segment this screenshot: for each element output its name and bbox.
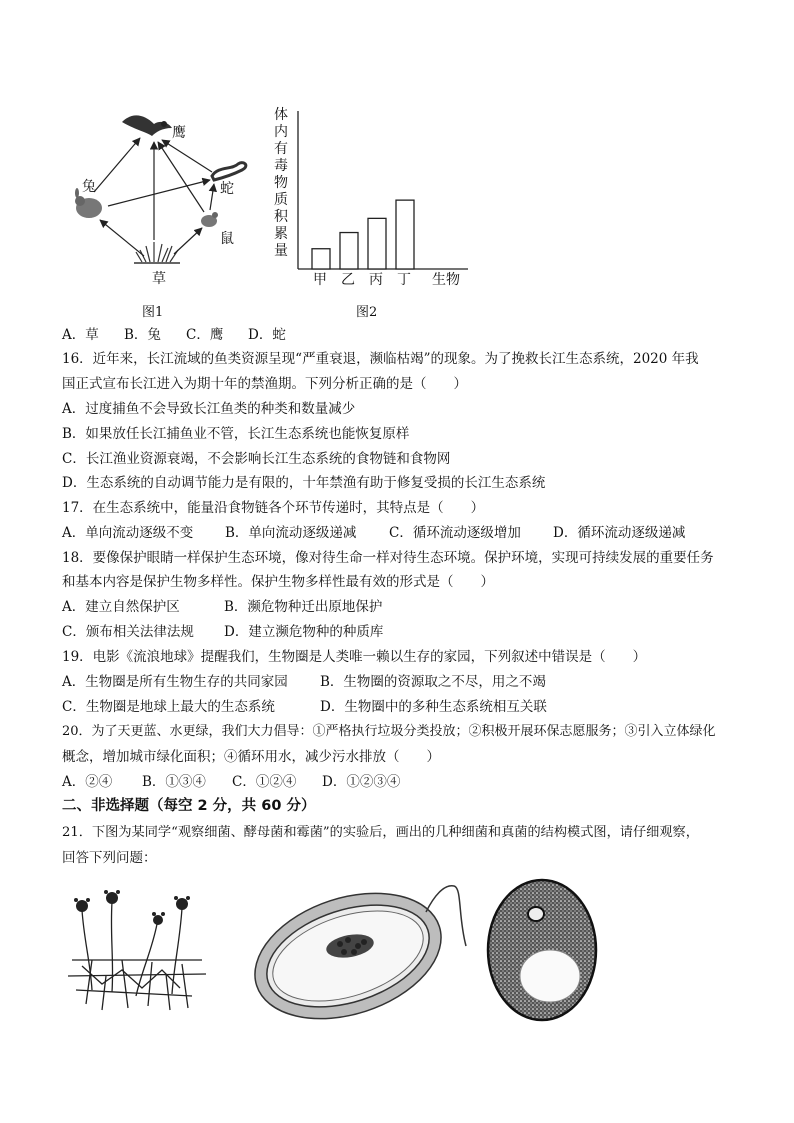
mouse-icon (201, 212, 218, 227)
q18-option-c[interactable]: C．颁布相关法律法规 (62, 624, 194, 640)
x-tick-label: 甲 (313, 272, 327, 288)
q20-stem-line2: 概念，增加城市绿化面积；④循环用水，减少污水排放（ ） (62, 749, 440, 765)
q18-options-row2 (62, 623, 383, 641)
q21-figures (62, 872, 602, 1032)
q19-options-row2 (62, 698, 547, 716)
q18-option-a[interactable]: A．建立自然保护区 (62, 599, 180, 615)
bar-丁 (396, 200, 414, 269)
q16-option-c[interactable]: C．长江渔业资源衰竭，不会影响长江生态系统的食物链和食物网 (62, 451, 451, 467)
q21-stem-line1: 21．下图为某同学“观察细菌、酵母菌和霉菌”的实验后，画出的几种细菌和真菌的结构模式图，请仔细观察， (62, 825, 699, 840)
node-grass: 草 (152, 271, 166, 287)
q18-stem-line2: 和基本内容是保护生物多样性。保护生物多样性最有效的形式是（ ） (62, 574, 494, 590)
q16-stem-line2: 国正式宣布长江进入为期十年的禁渔期。下列分析正确的是（ ） (62, 376, 467, 392)
bar-丙 (368, 218, 386, 269)
q16-option-a[interactable]: A．过度捕鱼不会导致长江鱼类的种类和数量减少 (62, 401, 356, 417)
q18-stem-line1: 18．要像保护眼睛一样保护生态环境，像对待生命一样对待生态环境。保护环境，实现可持续发展的重要任务 (62, 550, 714, 566)
q16-stem-line1: 16．近年来，长江流域的鱼类资源呈现“严重衰退，濒临枯竭”的现象。为了挽救长江生态系统，2020 年我 (62, 351, 699, 367)
vacuole (520, 950, 580, 1002)
q17-option-a[interactable]: A．单向流动逐级不变 (62, 525, 194, 541)
node-snake: 蛇 (220, 181, 234, 197)
q15-option-c[interactable]: C．鹰 (186, 327, 224, 343)
q20-stem-line1: 20．为了天更蓝、水更绿，我们大力倡导：①严格执行垃圾分类投放；②积极开展环保志愿服务；③引入立体绿化 (62, 724, 716, 739)
x-tick-label: 乙 (341, 272, 355, 288)
eagle-icon (122, 115, 172, 136)
arrow-grass-mouse (174, 228, 202, 254)
grass-icon (134, 242, 180, 263)
q15-option-b[interactable]: B．兔 (124, 327, 161, 343)
node-rabbit: 兔 (82, 179, 96, 195)
q19-stem: 19．电影《流浪地球》提醒我们，生物圈是人类唯一赖以生存的家园，下列叙述中错误是（ ） (62, 649, 647, 665)
q20-option-c[interactable]: C．①②④ (232, 774, 297, 790)
q21-stem-line2: 回答下列问题： (62, 850, 157, 866)
q19-option-b[interactable]: B．生物圈的资源取之不尽，用之不竭 (320, 674, 546, 690)
q19-option-d[interactable]: D．生物圈中的多种生态系统相互关联 (320, 699, 547, 715)
node-eagle: 鹰 (172, 125, 186, 141)
q18-option-b[interactable]: B．濒危物种迁出原地保护 (224, 599, 383, 615)
q20-option-b[interactable]: B．①③④ (142, 774, 206, 790)
arrow-snake-eagle (162, 140, 212, 172)
y-axis-label: 体内有毒物质积累量 (274, 107, 288, 259)
q19-option-c[interactable]: C．生物圈是地球上最大的生态系统 (62, 699, 275, 715)
toxin-bar-chart (272, 105, 472, 295)
q17-options (62, 524, 685, 542)
q16-option-b[interactable]: B．如果放任长江捕鱼业不管，长江生态系统也能恢复原样 (62, 426, 410, 442)
arrow-mouse-snake (210, 184, 214, 210)
bar-甲 (312, 249, 330, 269)
bacterium-illustration (248, 876, 478, 1026)
q17-option-d[interactable]: D．循环流动逐级递减 (553, 525, 686, 541)
node-mouse: 鼠 (220, 231, 234, 247)
q16-option-d[interactable]: D．生态系统的自动调节能力是有限的，十年禁渔有助于修复受损的长江生态系统 (62, 475, 546, 491)
q20-options (62, 773, 400, 791)
q19-options-row1 (62, 673, 546, 691)
x-tick-label: 丙 (369, 272, 383, 288)
food-web-figure (62, 100, 272, 300)
q18-option-d[interactable]: D．建立濒危物种的种质库 (224, 624, 384, 640)
q15-option-d[interactable]: D．蛇 (248, 327, 286, 343)
q15-option-a[interactable]: A．草 (62, 327, 99, 343)
q18-options-row1 (62, 598, 382, 616)
section2-heading: 二、非选择题（每空 2 分，共 60 分） (62, 798, 316, 814)
q17-option-c[interactable]: C．循环流动逐级增加 (389, 525, 521, 541)
x-tick-label: 丁 (397, 272, 411, 288)
q17-option-b[interactable]: B．单向流动逐级递减 (225, 525, 357, 541)
q20-option-d[interactable]: D．①②③④ (322, 774, 401, 790)
q20-option-a[interactable]: A．②④ (62, 774, 113, 790)
figure1-caption: 图1 (142, 305, 164, 320)
arrow-grass-rabbit (100, 220, 144, 256)
q17-stem: 17．在生态系统中，能量沿食物链各个环节传递时，其特点是（ ） (62, 500, 485, 516)
arrow-rabbit-eagle (94, 138, 140, 192)
figure2-caption: 图2 (356, 305, 378, 320)
arrow-rabbit-snake (108, 180, 210, 206)
q19-option-a[interactable]: A．生物圈是所有生物生存的共同家园 (62, 674, 288, 690)
x-axis-label: 生物 (432, 272, 460, 288)
yeast-nucleus (528, 907, 544, 921)
mold-illustration (62, 880, 212, 1020)
bar-乙 (340, 233, 358, 269)
q15-options (62, 326, 286, 344)
yeast-illustration (484, 876, 604, 1026)
